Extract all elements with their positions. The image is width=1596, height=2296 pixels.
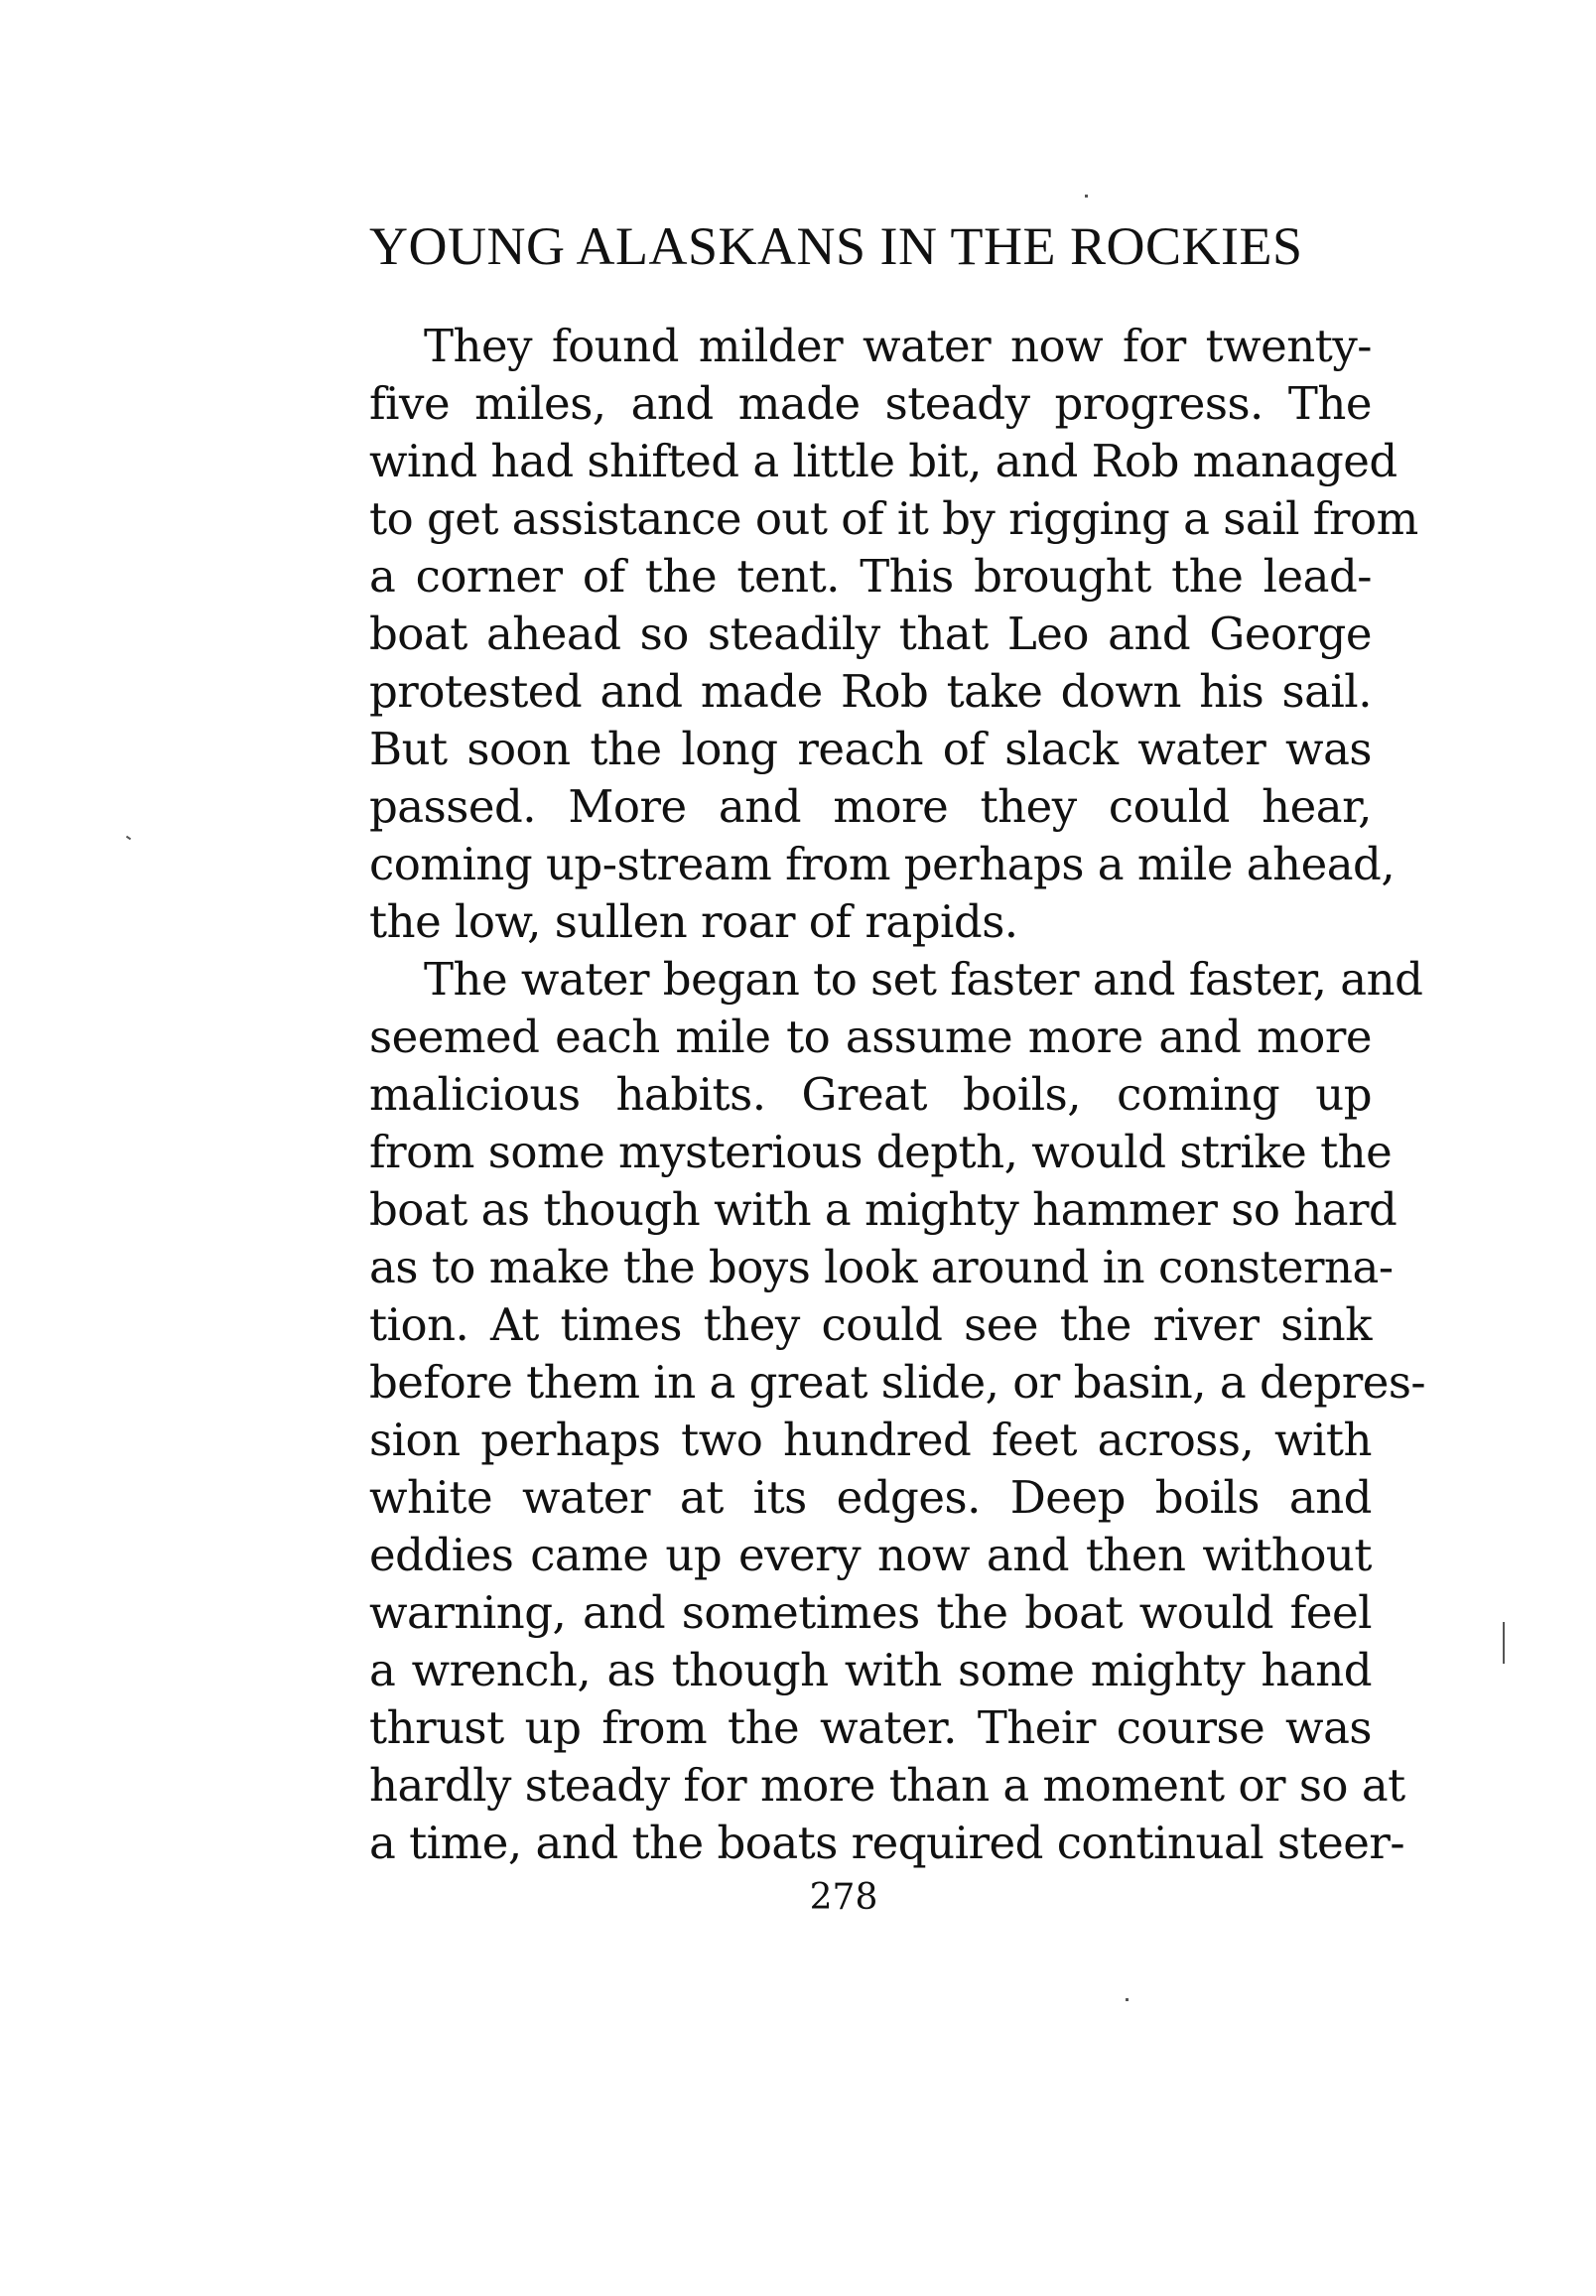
scan-mark: [1503, 1622, 1505, 1664]
text-line: passed. More and more they could hear,: [369, 780, 1372, 833]
text-line: to get assistance out of it by rigging a sail from: [369, 492, 1418, 545]
text-line: seemed each mile to assume more and more: [369, 1011, 1372, 1063]
text-line: tion. At times they could see the river sink: [369, 1298, 1372, 1351]
scan-speck: [1126, 1998, 1129, 2001]
page-number: 278: [809, 1877, 878, 1918]
running-head: YOUNG ALASKANS IN THE ROCKIES: [369, 216, 1303, 276]
text-line: hardly steady for more than a moment or so at: [369, 1759, 1405, 1812]
scan-speck: [1085, 195, 1088, 198]
text-line: five miles, and made steady progress. The: [369, 377, 1372, 430]
text-line: a time, and the boats required continual steer-: [369, 1817, 1405, 1869]
text-line: warning, and sometimes the boat would feel: [369, 1586, 1372, 1639]
text-line: coming up-stream from perhaps a mile ahead,: [369, 838, 1396, 890]
text-line: They found milder water now for twenty-: [424, 320, 1372, 372]
text-line: malicious habits. Great boils, coming up: [369, 1068, 1372, 1121]
text-line: protested and made Rob take down his sail.: [369, 665, 1372, 718]
text-line: wind had shifted a little bit, and Rob managed: [369, 435, 1397, 487]
text-line: eddies came up every now and then without: [369, 1529, 1372, 1581]
text-line: sion perhaps two hundred feet across, with: [369, 1414, 1372, 1466]
scan-speck: [126, 836, 131, 841]
text-line: the low, sullen roar of rapids.: [369, 895, 1018, 948]
text-line: before them in a great slide, or basin, a depres-: [369, 1356, 1426, 1409]
text-line: But soon the long reach of slack water was: [369, 723, 1372, 775]
text-line: a corner of the tent. This brought the lead-: [369, 550, 1372, 603]
text-line: boat ahead so steadily that Leo and George: [369, 608, 1372, 660]
text-line: from some mysterious depth, would strike the: [369, 1126, 1393, 1178]
text-line: boat as though with a mighty hammer so hard: [369, 1183, 1397, 1236]
text-line: as to make the boys look around in consterna-: [369, 1241, 1394, 1293]
text-line: The water began to set faster and faster, and: [424, 953, 1423, 1006]
text-line: a wrench, as though with some mighty hand: [369, 1644, 1372, 1696]
text-line: thrust up from the water. Their course was: [369, 1701, 1372, 1754]
text-line: white water at its edges. Deep boils and: [369, 1471, 1372, 1524]
